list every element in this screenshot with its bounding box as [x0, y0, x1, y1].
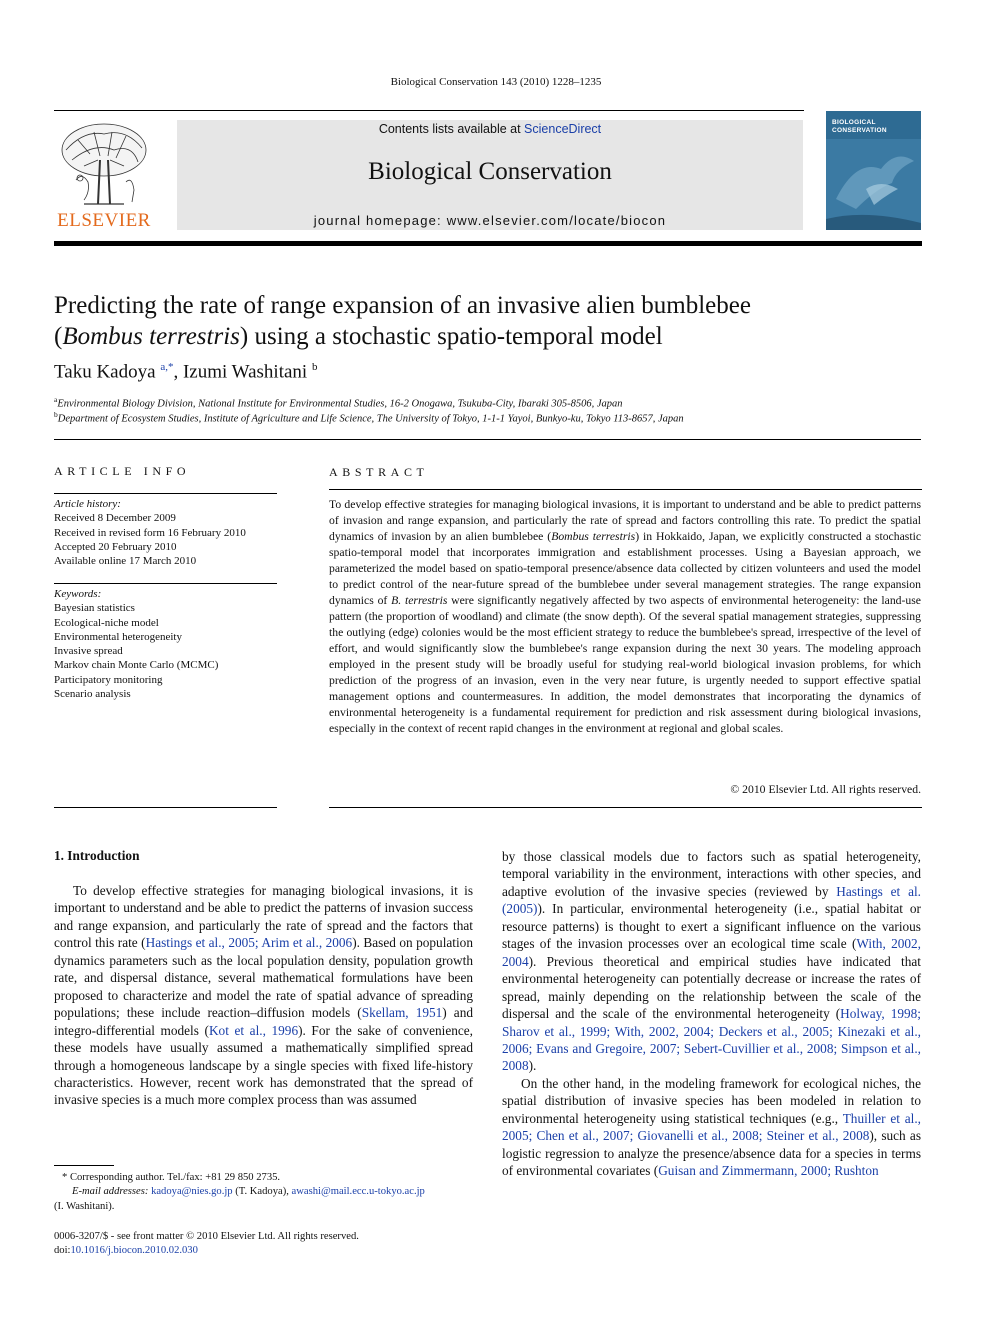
journal-cover-thumbnail [826, 111, 921, 230]
header-rule-top [54, 110, 804, 111]
abstract-rule-1 [329, 489, 922, 490]
keyword-item: Environmental heterogeneity [54, 630, 182, 643]
title-part1: Predicting the rate of range expansion of an invasive alien bumblebee [54, 292, 751, 319]
article-info-rule-3 [54, 807, 277, 808]
keyword-item: Invasive spread [54, 645, 123, 658]
author-separator: , [173, 361, 183, 383]
intro-p2-text: On the other hand, in the modeling framework for ecological niches, the spatial distribution of invasive species has been modeled in relation to environmental heterogeneity using statistical techniques (e.g., [502, 1075, 921, 1126]
intro-paragraph-2 [502, 1075, 921, 1180]
history-received: Received 8 December 2009 [54, 512, 176, 525]
article-title [54, 290, 924, 352]
cover-title [832, 119, 887, 135]
footnote-rule [54, 1165, 114, 1166]
article-info-rule-2 [54, 583, 277, 584]
abstract-copyright: © 2010 Elsevier Ltd. All rights reserved. [730, 783, 921, 796]
footnotes [54, 1171, 484, 1214]
intro-paragraph-1 [54, 882, 473, 1109]
intro-p1-cont-text: ). Previous theoretical and empirical studies have indicated that environmental heterogeneity can potentially decrease or increase the rates of spread, mainly depending on the relationship between the scale of the dispersal and the scale of the environmental heterogeneity ( [502, 953, 921, 1022]
author-1: Taku Kadoya [54, 361, 156, 383]
affiliation-a [54, 395, 623, 410]
keywords-label: Keywords: [54, 588, 102, 600]
affiliation-b-mark: b [54, 410, 58, 419]
intro-p1-cont-text: ). [528, 1058, 537, 1074]
doi-link[interactable]: 10.1016/j.biocon.2010.02.030 [70, 1245, 198, 1257]
keyword-item: Markov chain Monte Carlo (MCMC) [54, 659, 219, 672]
author-2: Izumi Washitani [182, 361, 308, 383]
cover-bird-image [826, 139, 921, 230]
abstract-s1: To develop effective strategies for managing biological invasions, it is important to understand and be able to predict patterns of invasion and range expansion, and particularly the rate of spread and factors controlling this rate. To predict the spatial dynamics of invasion by an alien bumblebee ( [329, 498, 921, 543]
history-label: Article history: [54, 498, 121, 510]
running-head: Biological Conservation 143 (2010) 1228–1235 [390, 76, 602, 88]
abstract-s2: ) in Hokkaido, Japan, we explicitly constructed a stochastic spatio-temporal model that incorporates immigration and establishment processes. Using a Bayesian approach, we parameterized the model based on spatio-temporal presence/absence data collected by citizen volunteers and used the model to predict control of the near-future spread of the bumblebee under several management strategies. The range expansion dynamics of [329, 530, 922, 607]
abstract-heading: ABSTRACT [329, 465, 429, 479]
history-online: Available online 17 March 2010 [54, 555, 197, 568]
title-part2: ) using a stochastic spatio-temporal model [239, 323, 663, 350]
abstract-rule-2 [329, 807, 922, 808]
title-open-paren: ( [54, 323, 63, 350]
body-column-left [54, 882, 473, 1109]
history-accepted: Accepted 20 February 2010 [54, 540, 177, 553]
intro-p1-text: ). For the sake of convenience, these models have usually assumed a mathematically simplified spread through a homogeneous landscape by a single species with fixed life-history characteristics. However, recent work has demonstrated that the spread of invasive species is a much more complex process than was assumed [54, 1022, 473, 1108]
intro-p1-text: To develop effective strategies for managing biological invasions, it is important to understand and be able to predict the patterns of invasion success and range expansion, and particularly the rate of spread and the factors that control this rate ( [54, 883, 473, 951]
citation-link[interactable]: Thuiller et al., 2005; Chen et al., 2007; Giovanelli et al., 2008; Steiner et al., 2008 [502, 1110, 921, 1144]
author-1-sup[interactable]: a,* [160, 361, 174, 373]
cover-title-line2: CONSERVATION [832, 127, 887, 134]
affiliation-b-text: Department of Ecosystem Studies, Institute of Agriculture and Life Science, The University of Tokyo, 1-1-1 Yayoi, Bunkyo-ku, Tokyo 113-8657, Japan [57, 413, 684, 425]
abstract-s3: were significantly negatively affected by two aspects of environmental heterogeneity: the land-use pattern (the proportion of woodland) and climate (the snow depth). Of the several spatial management strategies, suppressing the outlying (edge) colonies would be the most efficient strategy to reduce the bumblebee's spread, irrespective of the level of effort, and would significantly slow the bumblebee's range expansion during the next 30 years. The modeling approach employed in the present study will be broadly useful for studying real-world biological invasion problems, for which prediction of the progress of an invasion, even in the very near future, is urgently needed to support effective spatial management options and countermeasures. In addition, the model demonstrates that incorporating the dynamics of environmental heterogeneity is a fundamental requirement for prediction and risk assessment during biological invasions, especially in the context of recent rapid changes in the environment at regional and global scales. [329, 594, 921, 735]
body-column-right [502, 848, 921, 1180]
corresponding-author-note: * Corresponding author. Tel./fax: +81 29 850 2735. [62, 1172, 281, 1183]
title-species: Bombus terrestris [62, 323, 240, 350]
header-rule-bottom [54, 241, 922, 246]
intro-paragraph-1-cont [502, 848, 921, 1075]
author-2-sup: b [311, 361, 318, 373]
email-link-2[interactable]: awashi@mail.ecc.u-tokyo.ac.jp [291, 1186, 425, 1198]
email-label: E-mail addresses: [72, 1186, 149, 1198]
intro-p1-cont-text: by those classical models due to factors such as spatial heterogeneity, temporal variability in the environment, interactions with other species, and adaptive evolution of the invasive species (reviewed by [502, 849, 921, 899]
section-heading-introduction: 1. Introduction [54, 848, 140, 863]
journal-homepage-line [177, 213, 803, 228]
citation-link[interactable]: Kot et al., 1996 [208, 1022, 299, 1038]
article-info-heading: ARTICLE INFO [54, 464, 191, 478]
citation-link[interactable]: Guisan and Zimmermann, 2000; Rushton [658, 1163, 879, 1179]
keyword-item: Ecological-niche model [54, 616, 159, 629]
cover-title-line1: BIOLOGICAL [832, 119, 876, 126]
sciencedirect-link[interactable]: ScienceDirect [524, 122, 602, 136]
citation-link[interactable]: Hastings et al., 2005; Arim et al., 2006 [145, 935, 353, 951]
article-info-rule-1 [54, 493, 277, 494]
affiliation-a-text: Environmental Biology Division, National Institute for Environmental Studies, 16-2 Onogawa, Tsukuba-City, Ibaraki 305-8506, Japan [57, 398, 623, 410]
email-1-owner: (T. Kadoya), [232, 1186, 292, 1198]
keyword-item: Scenario analysis [54, 688, 131, 701]
journal-header-box [177, 120, 803, 230]
email-2-owner: (I. Washitani). [54, 1200, 115, 1212]
abstract-text [329, 497, 921, 737]
elsevier-wordmark: ELSEVIER [57, 210, 151, 231]
abstract-species-1: Bombus terrestris [551, 530, 636, 543]
issn-doi-block [54, 1230, 484, 1259]
intro-p1-text: ). Based on population dynamics parameters such as the local population density, population growth rate, and dispersal distance, several mathematical formulations have been proposed to characterize and model the rate of spatial advance of spreading populations; these include reaction–diffusion models ( [54, 935, 473, 1021]
citation-link[interactable]: Skellam, 1951 [361, 1005, 443, 1021]
doi-line [54, 1244, 484, 1258]
homepage-prefix: journal homepage: [313, 213, 447, 228]
history-revised: Received in revised form 16 February 2010 [54, 526, 246, 539]
contents-prefix: Contents lists available at [378, 122, 525, 136]
keyword-item: Participatory monitoring [54, 673, 163, 686]
abstract-species-2: B. terrestris [391, 594, 448, 607]
article-history [54, 497, 284, 568]
contents-line [177, 122, 803, 136]
intro-p2-text: ), such as logistic regression to analyze the presence/absence data for a species in terms of environmental covariates ( [502, 1128, 921, 1179]
citation-link[interactable]: With, 2002, 2004 [502, 936, 921, 969]
homepage-url[interactable]: www.elsevier.com/locate/biocon [446, 213, 667, 228]
intro-p1-cont-text: ). In particular, environmental heterogeneity (i.e., spatial habitat or resource patterns) is thought to exert a significant influence on the various stages of the invasion processes over an ecological time scale ( [502, 901, 921, 952]
affiliation-a-mark: a [54, 395, 58, 404]
issn-line: 0006-3207/$ - see front matter © 2010 Elsevier Ltd. All rights reserved. [54, 1231, 359, 1242]
affiliation-b [54, 410, 684, 425]
keyword-item: Bayesian statistics [54, 602, 135, 615]
citation-link[interactable]: Holway, 1998; Sharov et al., 1999; With, 2002, 2004; Deckers et al., 2005; Kinezaki et al., 2006; Evans and Gregoire, 2007; Sebert-Cuvillier et al., 2008; Simpson et al., 2008 [502, 1006, 921, 1074]
author-list [54, 361, 317, 383]
email-line [54, 1185, 484, 1199]
citation-link[interactable]: Hastings et al. (2005) [502, 883, 921, 917]
affiliation-rule [54, 439, 921, 440]
intro-p1-text: ) and integro-differential models ( [54, 1005, 474, 1038]
doi-label: doi: [54, 1245, 71, 1257]
keywords-block [54, 587, 284, 701]
journal-name: Biological Conservation [368, 158, 612, 185]
email-link-1[interactable]: kadoya@nies.go.jp [151, 1186, 233, 1198]
